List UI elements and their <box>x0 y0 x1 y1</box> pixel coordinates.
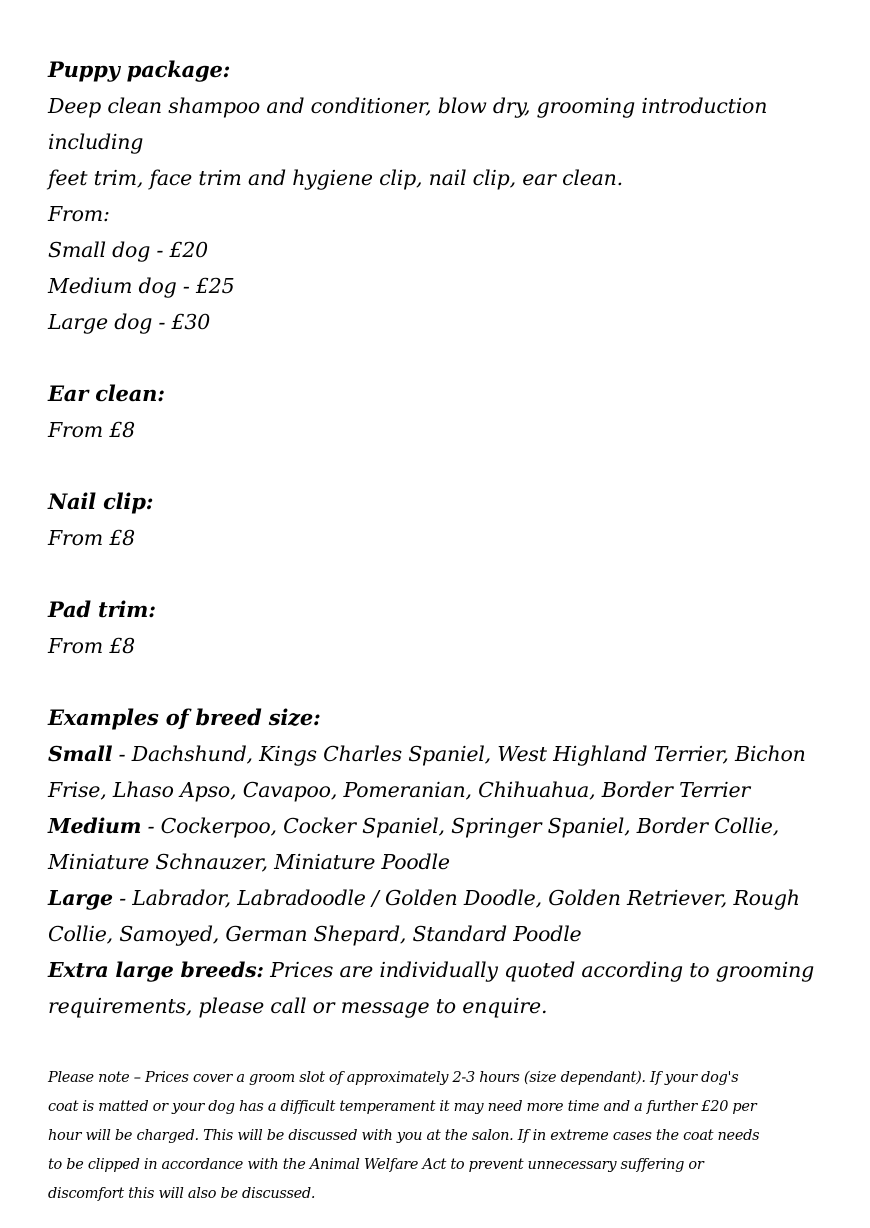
puppy-price-medium: Medium dog - £25 <box>48 274 235 298</box>
puppy-package-section <box>48 52 828 340</box>
breed-small-list: - Dachshund, Kings Charles Spaniel, West Highland Terrier, Bichon <box>112 742 806 766</box>
note-line-5: discomfort this will also be discussed. <box>48 1186 316 1202</box>
please-note-paragraph <box>48 1064 828 1209</box>
puppy-price-small: Small dog - £20 <box>48 238 209 262</box>
breed-size-section <box>48 700 828 1024</box>
price-list-document <box>48 52 828 1209</box>
ear-clean-price: From £8 <box>48 418 136 442</box>
note-line-3: hour will be charged. This will be discussed with you at the salon. If in extreme cases the coat needs <box>48 1128 760 1144</box>
breed-size-heading: Examples of breed size: <box>48 705 321 730</box>
ear-clean-heading: Ear clean: <box>48 381 165 406</box>
ear-clean-section <box>48 376 828 448</box>
breed-large-label: Large <box>48 886 113 910</box>
spacer <box>48 664 828 700</box>
pad-trim-section <box>48 592 828 664</box>
note-line-4: to be clipped in accordance with the Animal Welfare Act to prevent unnecessary suffering or <box>48 1157 704 1173</box>
spacer <box>48 448 828 484</box>
breed-medium-list: - Cockerpoo, Cocker Spaniel, Springer Spaniel, Border Collie, <box>141 814 780 838</box>
breed-medium-line-2: Miniature Schnauzer, Miniature Poodle <box>48 850 450 874</box>
puppy-from-label: From: <box>48 202 110 226</box>
breed-small-line-1 <box>48 736 828 772</box>
breed-medium-line-1 <box>48 808 828 844</box>
pad-trim-price: From £8 <box>48 634 136 658</box>
breed-large-line-2: Collie, Samoyed, German Shepard, Standard Poodle <box>48 922 582 946</box>
puppy-description-line-2: feet trim, face trim and hygiene clip, nail clip, ear clean. <box>48 166 624 190</box>
breed-xl-label: Extra large breeds: <box>48 958 264 982</box>
spacer <box>48 340 828 376</box>
puppy-description-line-1: Deep clean shampoo and conditioner, blow dry, grooming introduction including <box>48 94 768 154</box>
puppy-price-large: Large dog - £30 <box>48 310 211 334</box>
breed-small-line-2: Frise, Lhaso Apso, Cavapoo, Pomeranian, Chihuahua, Border Terrier <box>48 778 750 802</box>
puppy-package-heading: Puppy package: <box>48 57 231 82</box>
nail-clip-section <box>48 484 828 556</box>
nail-clip-heading: Nail clip: <box>48 489 154 514</box>
note-line-1: Please note – Prices cover a groom slot of approximately 2-3 hours (size dependant). If your dog's <box>48 1070 739 1086</box>
breed-large-list: - Labrador, Labradoodle / Golden Doodle, Golden Retriever, Rough <box>112 886 800 910</box>
breed-medium-label: Medium <box>48 814 142 838</box>
breed-xl-line-2: requirements, please call or message to enquire. <box>48 994 548 1018</box>
spacer <box>48 556 828 592</box>
breed-xl-line-1 <box>48 952 828 988</box>
pad-trim-heading: Pad trim: <box>48 597 156 622</box>
note-line-2: coat is matted or your dog has a difficult temperament it may need more time and a further £20 per <box>48 1099 757 1115</box>
breed-large-line-1 <box>48 880 828 916</box>
nail-clip-price: From £8 <box>48 526 136 550</box>
breed-xl-text: Prices are individually quoted according to grooming <box>263 958 815 982</box>
breed-small-label: Small <box>48 742 113 766</box>
